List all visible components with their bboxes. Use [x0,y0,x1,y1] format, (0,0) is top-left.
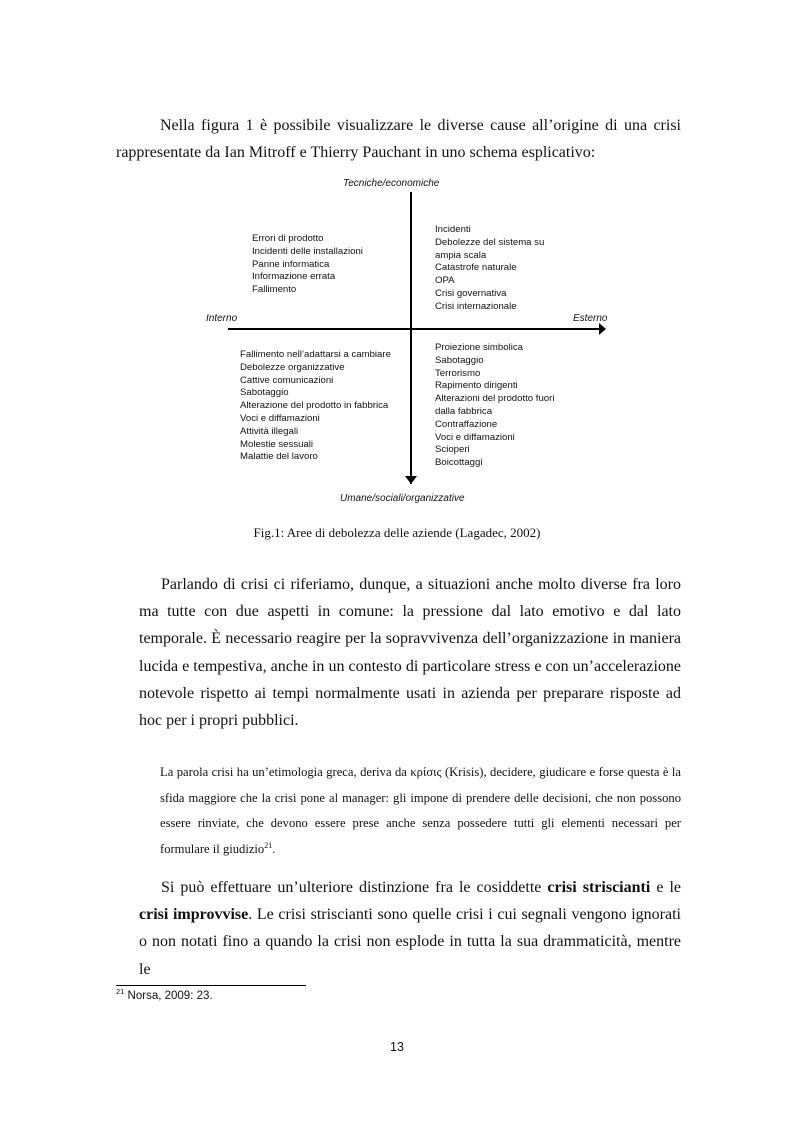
axis-label-top: Tecniche/economiche [343,178,440,189]
quote-end: . [272,841,276,856]
quadrant-item: ampia scala [435,249,487,261]
quadrant-item: Terrorismo [435,367,481,379]
quadrant-item: Crisi internazionale [435,300,517,312]
quadrant-item: Voci e diffamazioni [240,412,320,424]
quadrant-item: Molestie sessuali [240,438,314,450]
page-number: 13 [390,1040,404,1054]
quadrant-top-left [252,233,363,297]
quadrant-item: Malattie del lavoro [240,451,318,463]
intro-text: Nella figura 1 è possibile visualizzare le diverse cause all’origine di una crisi rappresentate da Ian Mitroff e Thierry Pauchant in uno schema esplicativo: [116,117,681,161]
body-paragraph-text: Parlando di crisi ci riferiamo, dunque, a situazioni anche molto diverse fra loro ma tutte con due aspetti in comune: la pressione dal lato emotivo e dal lato temporale. È necessario reagire per la sopravvivenza dell’organizzazione in maniera lucida e tempestiva, anche in un contesto di particolare stress e con un’accelerazione notevole rispetto ai tempi normalmente usati in azienda per preparare risposte ad hoc per i propri pubblici. [139,576,681,730]
quadrant-item: Cattive comunicazioni [240,374,334,386]
quadrant-item: Crisi governativa [435,287,507,299]
distinction-text-1: Si può effettuare un’ulteriore distinzione fra le cosiddette [161,879,548,896]
quadrant-item: Contraffazione [435,418,498,430]
axis-label-right: Esterno [573,313,608,324]
quadrant-item: Informazione errata [252,271,336,283]
block-quote [160,760,681,862]
quadrant-item: Sabotaggio [240,387,289,399]
quadrant-item: Incidenti [435,224,471,235]
quadrant-item: Panne informatica [252,258,330,270]
arrow-down-icon [405,476,417,484]
quadrant-item: Attività illegali [240,425,299,437]
quadrant-item: Alterazioni del prodotto fuori [435,393,555,405]
quadrant-top-right [435,224,544,314]
quadrant-item: Voci e diffamazioni [435,431,515,443]
footnote [116,987,213,1002]
quadrant-item: Debolezze del sistema su [435,236,545,248]
quadrant-item: Catastrofe naturale [435,262,517,274]
term-crisi-striscianti: crisi striscianti [547,879,651,896]
axis-label-bottom: Umane/sociali/organizzative [340,493,465,504]
horizontal-axis [228,328,604,330]
footnote-divider [116,985,306,986]
quadrant-item: Alterazione del prodotto in fabbrica [240,400,389,412]
vertical-axis [410,192,412,484]
quadrant-item: Proiezione simbolica [435,342,523,353]
quote-text: La parola crisi ha un’etimologia greca, deriva da κρίσις (Krisis), decidere, giudicare e forse questa è la sfida maggiore che la crisi pone al manager: gli impone di prendere delle decisioni, che non possono essere rinviate, che devono essere prese anche senza possedere tutti gli elementi necessari per formulare il giudizio [160,765,681,856]
intro-paragraph [116,112,681,166]
footnote-text: Norsa, 2009: 23. [124,990,213,1002]
quadrant-item: Fallimento nell’adattarsi a cambiare [240,349,391,360]
footnote-ref[interactable]: 21 [264,840,273,850]
quadrant-item: OPA [435,275,455,287]
quadrant-item: Errori di prodotto [252,233,324,244]
distinction-paragraph [139,874,681,983]
quadrant-bottom-right [435,342,554,470]
quadrant-item: Scioperi [435,444,470,456]
figure-caption: Fig.1: Aree di debolezza delle aziende (Lagadec, 2002) [253,525,541,540]
footnote-number: 21 [116,987,125,997]
quadrant-item: Debolezze organizzative [240,361,345,373]
quadrant-bottom-left [240,349,391,464]
quadrant-item: Fallimento [252,284,297,296]
quadrant-item: Rapimento dirigenti [435,380,518,392]
quadrant-item: Sabotaggio [435,354,484,366]
distinction-text-3: . Le crisi striscianti sono quelle crisi i cui segnali vengono ignorati o non notati fino a quando la crisi non esplode in tutta la sua drammaticità, mentre le [139,906,682,978]
quadrant-item: Incidenti delle installazioni [252,245,363,257]
arrow-right-icon [599,323,606,335]
quadrant-item: dalla fabbrica [435,405,493,417]
axis-label-left: Interno [206,313,238,324]
crisis-causes-diagram [200,178,620,508]
quadrant-item: Boicottaggi [435,457,483,469]
body-paragraph [139,571,681,734]
term-crisi-improvvise: crisi improvvise [139,906,249,924]
distinction-text-2: e le [650,879,681,896]
